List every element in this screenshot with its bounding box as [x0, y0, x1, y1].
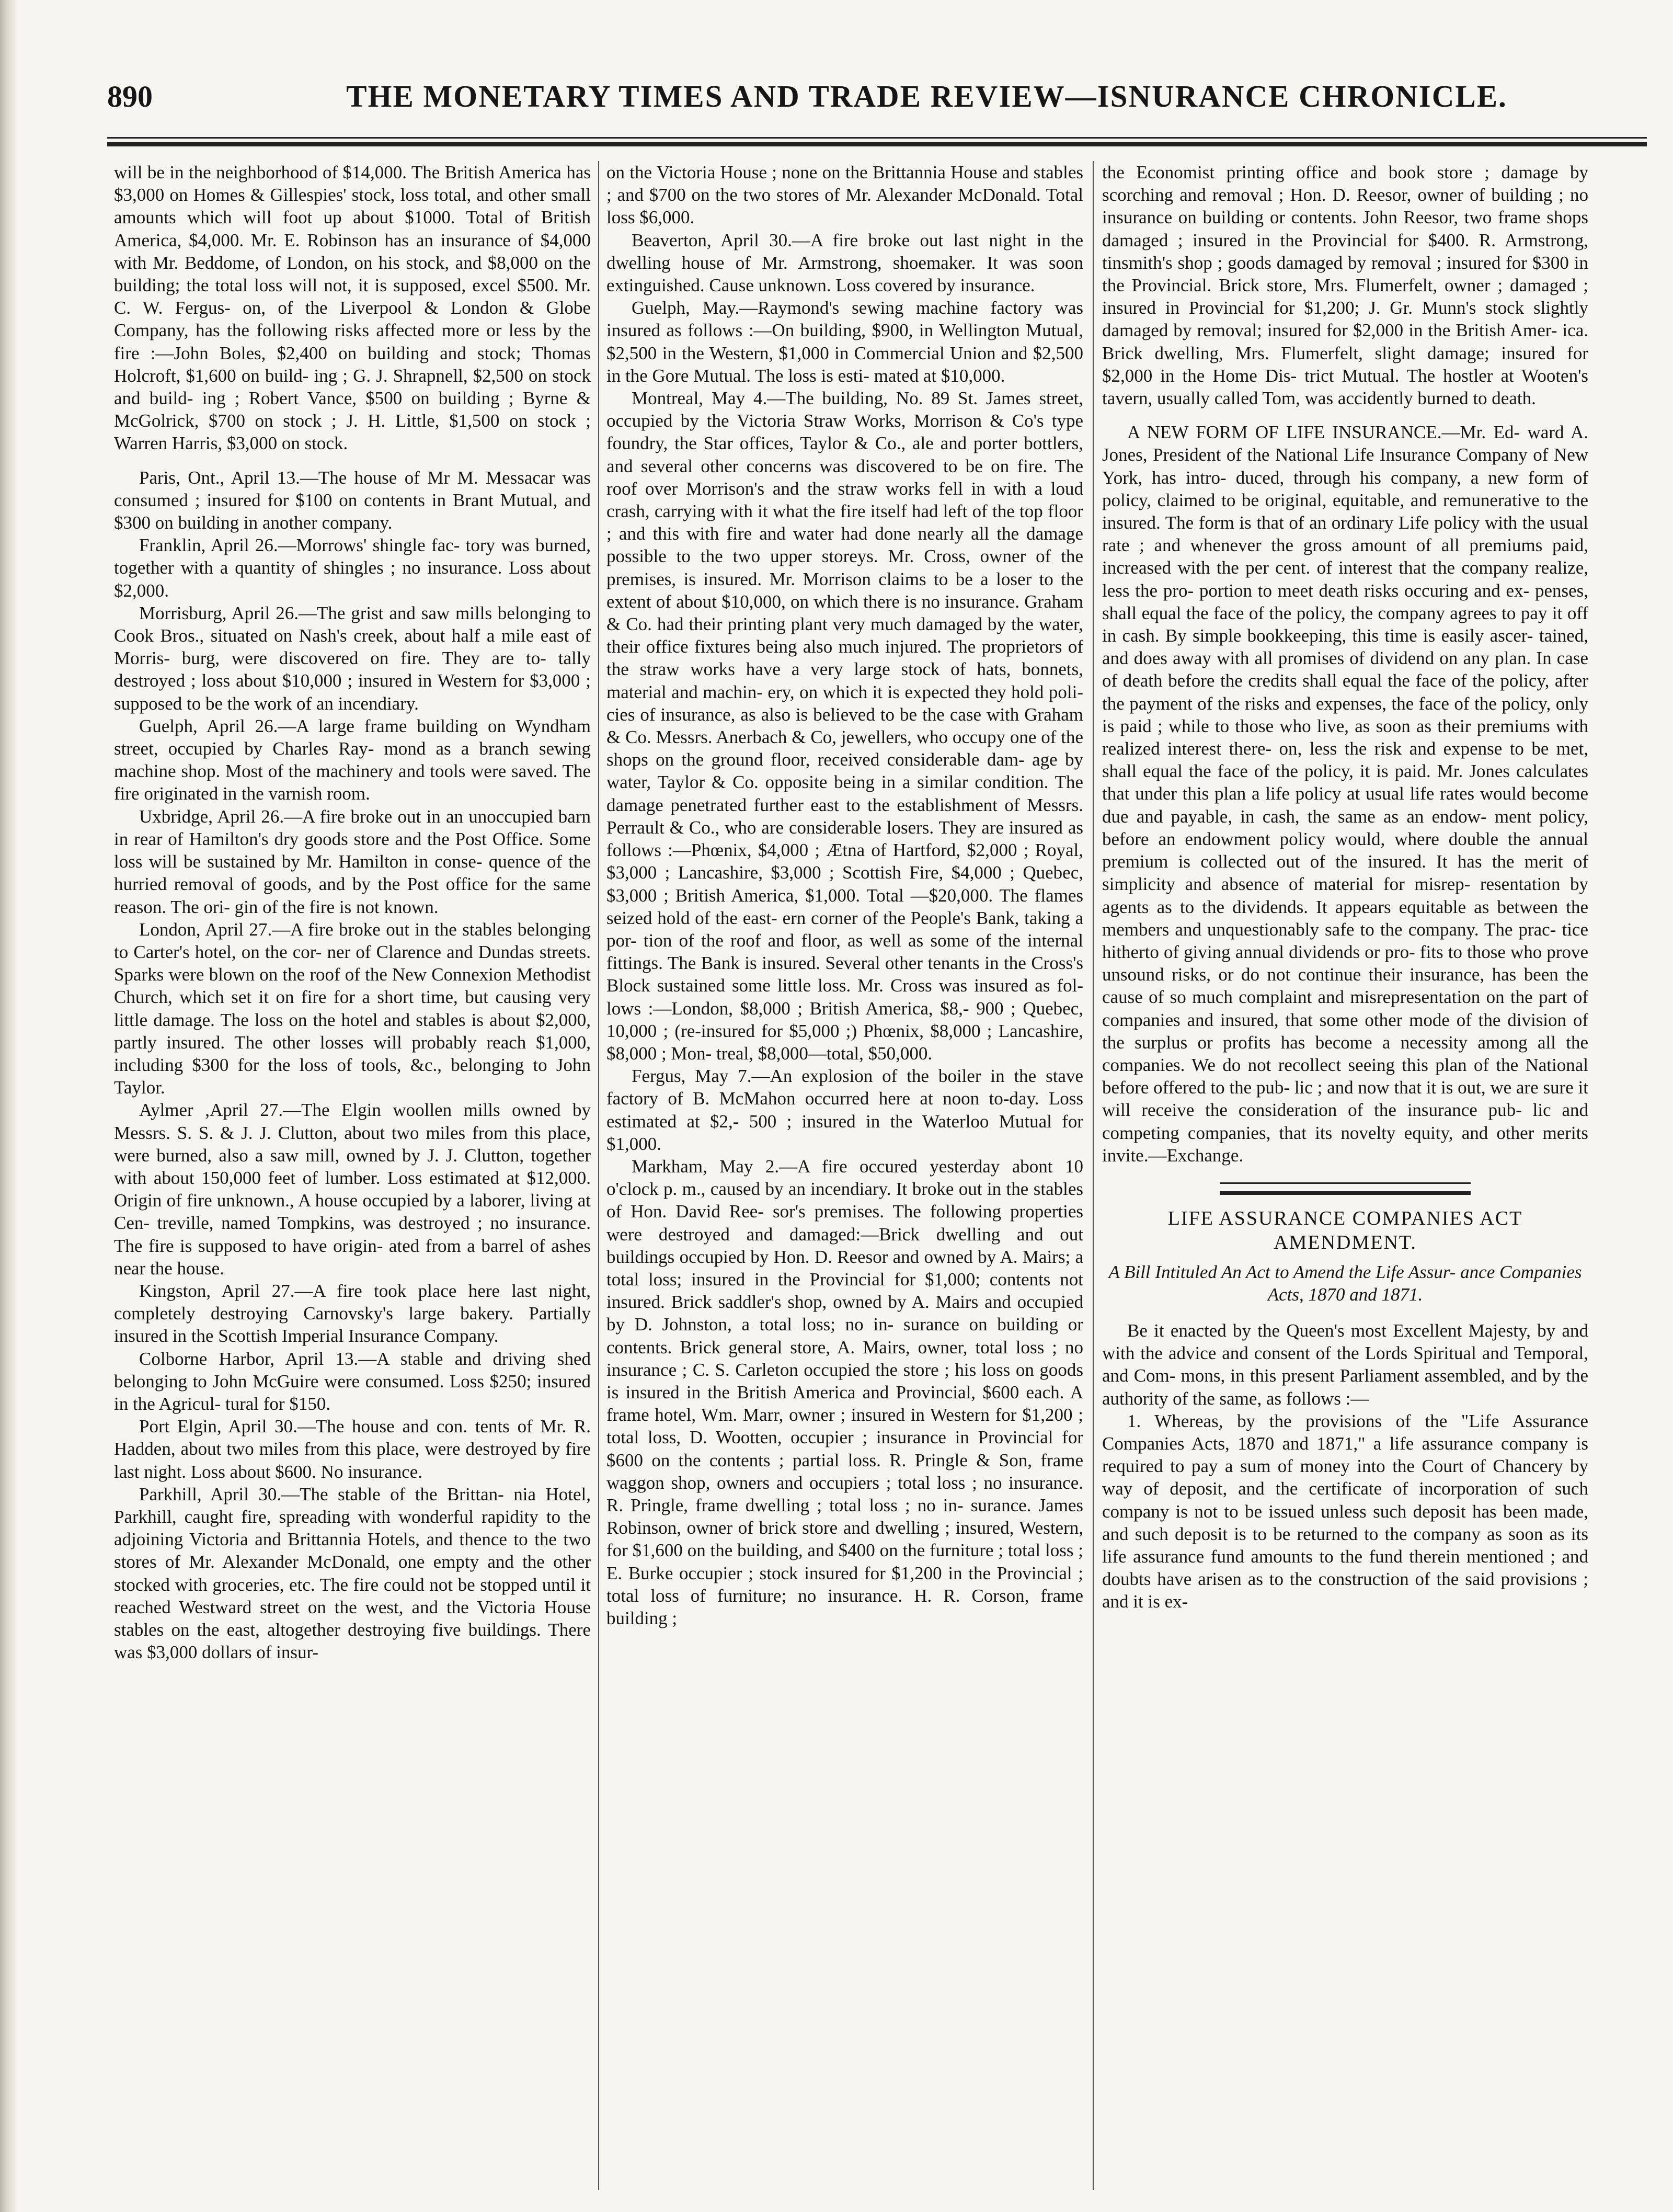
article-paragraph: the Economist printing office and book store ; damage by scorching and removal ; Hon. D. Reesor, owner of building ; no insurance on building or contents. John Reesor, two frame shops damaged ; insured in the Provincial for $400. R. Armstrong, tinsmith's shop ; goods damaged by removal ; insured for $300 in the Provincial. Brick store, Mrs. Flumerfelt, owner ; damaged ; insured in Provincial for $1,200; J. Gr. Munn's stock slightly damaged by removal; insured for $2,000 in the British Amer- ica. Brick dwelling, Mrs. Flumerfelt, slight damage; insured for $2,000 in the Home Dis- trict Mutual. The hostler at Wooten's tavern, usually called Tom, was accidently burned to death. — [1102, 162, 1588, 409]
page-header — [107, 78, 1647, 126]
column-2 — [606, 161, 1083, 2190]
running-head: THE MONETARY TIMES AND TRADE REVIEW—ISNURANCE CHRONICLE. — [346, 79, 1507, 113]
article-paragraph: Kingston, April 27.—A fire took place here last night, completely destroying Carnovsky's large bakery. Partially insured in the Scottish Imperial Insurance Company. — [114, 1280, 591, 1347]
article-paragraph: A NEW FORM OF LIFE INSURANCE.—Mr. Ed- ward A. Jones, President of the National Life Insurance Company of New York, has intro- duced, through his company, a new form of policy, claimed to be original, equitable, and remunerative to the insured. The form is that of an ordinary Life policy with the usual rate ; and whenever the gross amount of all premiums paid, increased with the per cent. of interest that the company realize, less the pro- portion to meet death risks occuring and ex- penses, shall equal the face of the policy, the company agrees to pay it off in cash. By simple bookkeeping, this time is easily ascer- tained, and does away with all promises of dividend on any plan. In case of death before the credits shall equal the face of the policy, after the payment of the risks and expenses, the face of the policy, only is paid ; while to those who live, as soon as their premiums with realized interest there- on, less the risk and expense to be met, shall equal the face of the policy, it is paid. Mr. Jones calculates that under this plan a life policy at usual life rates would become due and payable, in cash, the same as an endow- ment policy, before an endowment policy would, where double the annual premium is collected out of the insured. It has the merit of simplicity and absence of material for misrep- resentation by agents as to the dividends. It appears equitable as between the members and unquestionably safe to the company. The prac- tice hitherto of giving annual dividends or pro- fits to those who prove unsound risks, or do not continue their insurance, has been the cause of so much complaint and misrepresentation on the part of companies and insured, that some other mode of the division of the surplus or profits has become a necessity among all the companies. We do not recollect seeing this plan of the National before offered to the pub- lic ; and now that it is out, we are sure it will receive the consideration of the insurance pub- lic and competing companies, that its novelty equity, and other merits invite.—Exchange. — [1102, 422, 1588, 1166]
article-paragraph: Montreal, May 4.—The building, No. 89 St. James street, occupied by the Victoria Straw Works, Morrison & Co's type foundry, the Star offices, Taylor & Co., ale and porter bottlers, and several other concerns was discovered to be on fire. The roof over Morrison's and the straw works fell in with a loud crash, carrying with it what the fire itself had left of the top floor ; and this with fire and water had done nearly all the damage possible to the two upper storeys. Mr. Cross, owner of the premises, is insured. Mr. Morrison claims to be a loser to the extent of about $10,000, on which there is no insurance. Graham & Co. had their printing plant very much damaged by the water, their office fixtures being also much injured. The proprietors of the straw works have a very large stock of hats, bonnets, material and machin- ery, on which it is expected they hold poli- cies of insurance, as also is believed to be the case with Graham & Co. Messrs. Anerbach & Co, jewellers, who occupy one of the shops on the ground floor, received considerable dam- age by water, Taylor & Co. opposite being in a similar condition. The damage penetrated further east to the establishment of Messrs. Perrault & Co., who are considerable losers. They are insured as follows :—Phœnix, $4,000 ; Ætna of Hartford, $2,000 ; Royal, $3,000 ; Lancashire, $3,000 ; Scottish Fire, $4,000 ; Quebec, $3,000 ; British America, $1,000. Total —$20,000. The flames seized hold of the east- ern corner of the People's Bank, taking a por- tion of the roof and floor, as well as some of the internal fittings. The Bank is insured. Several other tenants in the Cross's Block sustained some little loss. Mr. Cross was insured as fol- lows :—London, $8,000 ; British America, $8,- 900 ; Quebec, 10,000 ; (re-insured for $5,000 ;) Phœnix, $8,000 ; Lancashire, $8,000 ; Mon- treal, $8,000—total, $50,000. — [606, 388, 1083, 1064]
article-paragraph: will be in the neighborhood of $14,000. The British America has $3,000 on Homes & Gillespies' stock, loss total, and other small amounts which will foot up about $1000. Total of British America, $4,000. Mr. E. Robinson has an insurance of $4,000 with Mr. Beddome, of London, on his stock, and $8,000 on the building; the total loss will not, it is supposed, excel $500. Mr. C. W. Fergus- on, of the Liverpool & London & Globe Company, has the following risks affected more or less by the fire :—John Boles, $2,400 on building and stock; Thomas Holcroft, $1,600 on build- ing ; G. J. Shrapnell, $2,500 on stock and build- ing ; Robert Vance, $500 on building ; Byrne & McGolrick, $700 on stock ; J. H. Little, $1,500 on stock ; Warren Harris, $3,000 on stock. — [114, 162, 591, 454]
article-paragraph: Parkhill, April 30.—The stable of the Brittan- nia Hotel, Parkhill, caught fire, spreading with wonderful rapidity to the adjoining Victoria and Brittannia Hotels, and thence to the two stores of Mr. Alexander McDonald, one empty and the other stocked with groceries, etc. The fire could not be stopped until it reached Westward street on the west, and the Victoria House stables on the east, altogether destroying five buildings. There was $3,000 dollars of insur- — [114, 1484, 591, 1663]
article-paragraph: London, April 27.—A fire broke out in the stables belonging to Carter's hotel, on the cor- ner of Clarence and Dundas streets. Sparks were blown on the roof of the New Connexion Methodist Church, which set it on fire for a short time, but causing very little damage. The loss on the hotel and stables is about $2,000, partly insured. The other losses will probably reach $1,000, including $300 for the loss of tools, &c., belonging to John Taylor. — [114, 919, 591, 1098]
article-paragraph: Paris, Ont., April 13.—The house of Mr M. Messacar was consumed ; insured for $100 on contents in Brant Mutual, and $300 on building in another company. — [114, 467, 591, 533]
section-ornament-rule — [1220, 1182, 1471, 1195]
article-paragraph: Franklin, April 26.—Morrows' shingle fac- tory was burned, together with a quantity of shingles ; no insurance. Loss about $2,000. — [114, 535, 591, 601]
article-paragraph: Markham, May 2.—A fire occured yesterday abont 10 o'clock p. m., caused by an incendiary. It broke out in the stables of Hon. David Ree- sor's premises. The following properties were destroyed and damaged:—Brick dwelling and out buildings occupied by Hon. D. Reesor and owned by A. Mairs; a total loss; insured in the Provincial for $1,000; contents not insured. Brick saddler's shop, owned by A. Mairs and occupied by D. Johnston, a total loss; no in- surance on building or contents. Brick general store, A. Mairs, owner, total loss ; no insurance ; C. S. Carleton occupied the store ; his loss on goods is insured in the British America and Provincial, $600 each. A frame hotel, Wm. Marr, owner ; insured in Western for $1,200 ; total loss, D. Wootten, occupier ; insurance in Provincial for $600 on the contents ; partial loss. R. Pringle & Son, frame waggon shop, owners and occupiers ; total loss ; no insurance. R. Pringle, frame dwelling ; total loss ; no in- surance. James Robinson, owner of brick store and dwelling ; insured, Western, for $1,600 on the building, and $400 on the furniture ; total loss ; E. Burke occupier ; stock insured for $1,200 in the Provincial ; total loss of furniture; no insurance. H. R. Corson, frame building ; — [606, 1156, 1083, 1628]
header-rule-thin — [107, 137, 1647, 139]
article-paragraph: on the Victoria House ; none on the Brittannia House and stables ; and $700 on the two stores of Mr. Alexander McDonald. Total loss $6,000. — [606, 162, 1083, 228]
article-paragraph: Fergus, May 7.—An explosion of the boiler in the stave factory of B. McMahon occurred here at noon to-day. Loss estimated at $2,- 500 ; insured in the Waterloo Mutual for $1,000. — [606, 1066, 1083, 1154]
column-divider — [598, 161, 599, 2190]
bill-paragraph: Be it enacted by the Queen's most Excellent Majesty, by and with the advice and consent of the Lords Spiritual and Temporal, and Com- mons, in this present Parliament assembled, and by the authority of the same, as follows :— — [1102, 1320, 1588, 1409]
article-paragraph: Beaverton, April 30.—A fire broke out last night in the dwelling house of Mr. Armstrong, shoemaker. It was soon extinguished. Cause unknown. Loss covered by insurance. — [606, 230, 1083, 296]
article-paragraph: Guelph, May.—Raymond's sewing machine factory was insured as follows :—On building, $900, in Wellington Mutual, $2,500 in the Western, $1,000 in Commercial Union and $2,500 in the Gore Mutual. The loss is esti- mated at $10,000. — [606, 298, 1083, 386]
section-title: LIFE ASSURANCE COMPANIES ACT AMENDMENT. — [1167, 1207, 1523, 1253]
article-paragraph: Port Elgin, April 30.—The house and con. tents of Mr. R. Hadden, about two miles from this place, were destroyed by fire last night. Loss about $600. No insurance. — [114, 1416, 591, 1482]
article-paragraph: Uxbridge, April 26.—A fire broke out in an unoccupied barn in rear of Hamilton's dry goods store and the Post Office. Some loss will be sustained by Mr. Hamilton in conse- quence of the hurried removal of goods, and by the Post office for the same reason. The ori- gin of the fire is not known. — [114, 806, 591, 917]
header-rule-thick — [107, 142, 1647, 146]
article-paragraph: Aylmer ,April 27.—The Elgin woollen mills owned by Messrs. S. S. & J. J. Clutton, about two miles from this place, were burned, also a saw mill, owned by J. J. Clutton, together with about 150,000 feet of lumber. Loss estimated at $12,000. Origin of fire unknown., A house occupied by a laborer, living at Cen- treville, named Tompkins, was destroyed ; no insurance. The fire is supposed to have origin- ated from a barrel of ashes near the house. — [114, 1100, 591, 1279]
page-number: 890 — [107, 79, 153, 113]
bill-title: A Bill Intituled An Act to Amend the Life Assur- ance Companies Acts, 1870 and 1871. — [1108, 1261, 1582, 1305]
article-paragraph: Morrisburg, April 26.—The grist and saw mills belonging to Cook Bros., situated on Nash's creek, about half a mile east of Morris- burg, were discovered on fire. They are to- tally destroyed ; loss about $10,000 ; insured in Western for $3,000 ; supposed to be the work of an incendiary. — [114, 602, 591, 714]
column-divider — [1093, 161, 1094, 2190]
column-1 — [114, 161, 591, 2190]
column-3 — [1102, 161, 1588, 2190]
article-paragraph: Colborne Harbor, April 13.—A stable and driving shed belonging to John McGuire were consumed. Loss $250; insured in the Agricul- tural for $150. — [114, 1348, 591, 1414]
page-binding-edge — [0, 0, 18, 2212]
article-paragraph: Guelph, April 26.—A large frame building on Wyndham street, occupied by Charles Ray- mond as a branch sewing machine shop. Most of the machinery and tools were saved. The fire originated in the varnish room. — [114, 715, 591, 804]
bill-paragraph: 1. Whereas, by the provisions of the "Life Assurance Companies Acts, 1870 and 1871," a life assurance company is required to pay a sum of money into the Court of Chancery by way of deposit, and the certificate of incorporation of such company is not to be issued unless such deposit has been made, and such deposit is to be returned to the company as soon as its life assurance fund amounts to the fund therein mentioned ; and doubts have arisen as to the construction of the said provisions ; and it is ex- — [1102, 1410, 1588, 1612]
